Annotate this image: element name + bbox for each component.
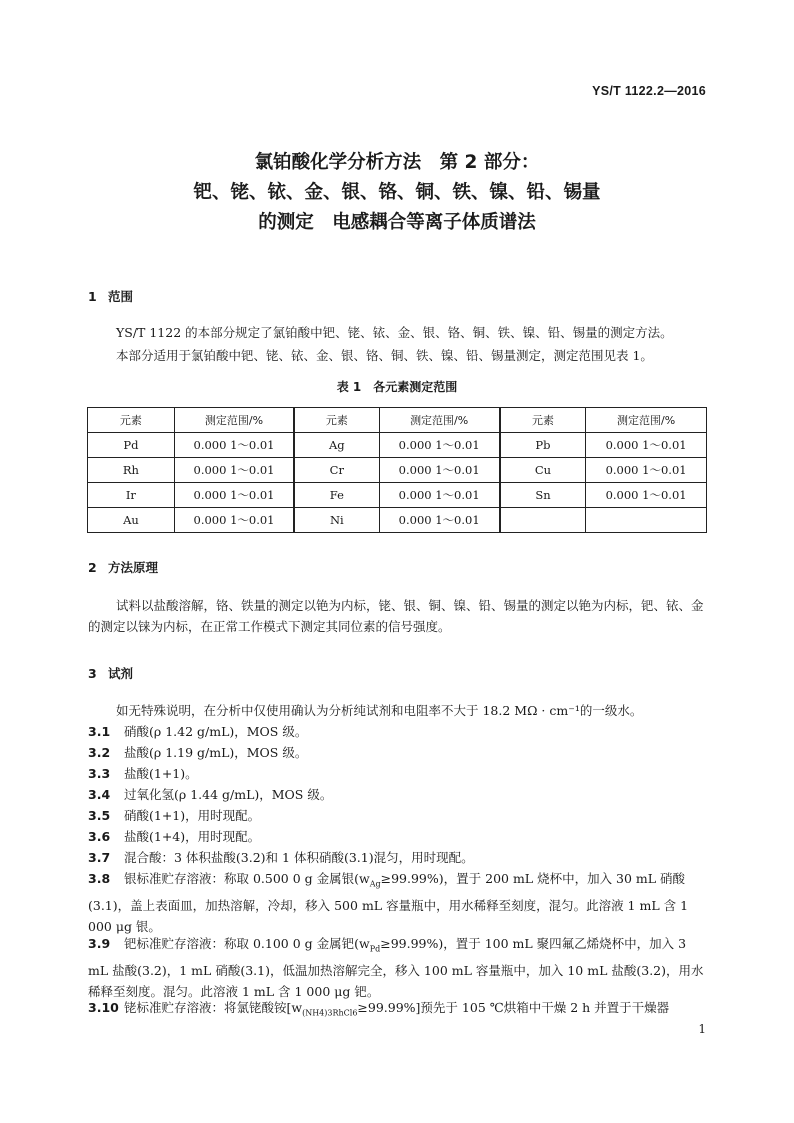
section-number: 3: [88, 666, 97, 681]
table-caption: 表 1 各元素测定范围: [336, 380, 458, 394]
item-text: 混合酸：3 体积盐酸(3.2)和 1 体积硝酸(3.1)混匀，用时现配。: [124, 850, 474, 865]
item-text-b: ≥99.99%]预先于 105 ℃烘箱中干燥 2 h 并置于干燥器: [357, 1000, 670, 1015]
table-cell: 0.000 1～0.01: [379, 483, 500, 508]
item-text-a: 银标准贮存溶液：称取 0.500 0 g 金属银(w: [124, 871, 370, 886]
table-cell: Ir: [88, 483, 175, 508]
table-header-cell: 测定范围/%: [586, 408, 707, 433]
item-text-a: 钯标准贮存溶液：称取 0.100 0 g 金属钯(w: [124, 936, 370, 951]
item-text-b: ≥99.99%)，置于 100 mL 聚四氟乙烯烧杯中，加入 3 mL 盐酸(3.2)，1 mL 硝酸(3.1)，低温加热溶解完全，移入 100 mL 容量瓶中，加入 10 mL 盐酸(3.2)，用水稀释至刻度。混匀。此溶液 1 mL 含 1 000 μg 钯。: [88, 936, 704, 999]
item-number: 3.5: [88, 808, 111, 823]
table-cell: 0.000 1～0.01: [586, 483, 707, 508]
section-1-heading: [88, 287, 133, 305]
table-row: [88, 433, 707, 458]
section-number: 1: [88, 289, 97, 304]
item-text: 硝酸(1+1)，用时现配。: [124, 808, 261, 823]
table-cell: 0.000 1～0.01: [174, 483, 294, 508]
item-text: 盐酸(ρ 1.19 g/mL)，MOS 级。: [124, 745, 308, 760]
table-cell: Rh: [88, 458, 175, 483]
section-1-para-1: YS/T 1122 的本部分规定了氯铂酸中钯、铑、铱、金、银、铬、铜、铁、镍、铅、锡量的测定方法。: [116, 325, 673, 340]
table-header-cell: 元素: [88, 408, 175, 433]
table-cell: 0.000 1～0.01: [379, 458, 500, 483]
table-cell: 0.000 1～0.01: [379, 508, 500, 533]
item-number: 3.4: [88, 787, 111, 802]
item-number: 3.6: [88, 829, 111, 844]
table-cell: Sn: [500, 483, 586, 508]
item-number: 3.8: [88, 871, 111, 886]
table-row: [88, 508, 707, 533]
table-row: [88, 458, 707, 483]
table-cell: 0.000 1～0.01: [379, 433, 500, 458]
table-cell: Ni: [294, 508, 379, 533]
section-title: 范围: [108, 289, 134, 304]
table-header-cell: 元素: [294, 408, 379, 433]
item-text-a: 铑标准贮存溶液：将氯铑酸铵[w: [124, 1000, 303, 1015]
reagent-item: [88, 826, 710, 847]
table-cell: Cr: [294, 458, 379, 483]
item-text-b: ≥99.99%)，置于 200 mL 烧杯中，加入 30 mL 硝酸(3.1)，盖上表面皿，加热溶解，冷却，移入 500 mL 容量瓶中，用水稀释至刻度，混匀。此溶液 1 mL 含 1 000 μg 银。: [88, 871, 689, 934]
reagent-item: [88, 763, 710, 784]
section-number: 2: [88, 560, 97, 575]
table-header-cell: 元素: [500, 408, 586, 433]
item-number: 3.3: [88, 766, 111, 781]
reagent-item: [88, 847, 710, 868]
title-line-1: 氯铂酸化学分析方法 第 2 部分：: [254, 152, 540, 173]
item-text: 盐酸(1+4)，用时现配。: [124, 829, 261, 844]
table-cell: 0.000 1～0.01: [586, 458, 707, 483]
table-header-cell: 测定范围/%: [379, 408, 500, 433]
table-cell: Pb: [500, 433, 586, 458]
table-cell: 0.000 1～0.01: [174, 458, 294, 483]
table-cell: Ag: [294, 433, 379, 458]
section-1-para-2: 本部分适用于氯铂酸中钯、铑、铱、金、银、铬、铜、铁、镍、铅、锡量测定，测定范围见表 1。: [116, 348, 653, 363]
table-header-row: [88, 408, 707, 433]
table-cell: 0.000 1～0.01: [586, 433, 707, 458]
reagent-item: [88, 868, 710, 937]
section-3-heading: [88, 664, 133, 682]
table-cell: Au: [88, 508, 175, 533]
table-cell: 0.000 1～0.01: [174, 433, 294, 458]
element-range-table: [87, 407, 707, 533]
reagent-item: [88, 721, 710, 742]
section-2-heading: [88, 558, 158, 576]
standard-code: YS/T 1122.2—2016: [592, 84, 706, 98]
table-cell: 0.000 1～0.01: [174, 508, 294, 533]
item-subscript: Ag: [369, 879, 381, 889]
table-cell: Fe: [294, 483, 379, 508]
item-text: 硝酸(ρ 1.42 g/mL)，MOS 级。: [124, 724, 308, 739]
title-line-3: 的测定 电感耦合等离子体质谱法: [258, 212, 536, 233]
table-cell: Pd: [88, 433, 175, 458]
item-number: 3.10: [88, 1000, 119, 1015]
reagent-item: [88, 805, 710, 826]
section-title: 试剂: [108, 666, 134, 681]
item-text: 过氧化氢(ρ 1.44 g/mL)，MOS 级。: [124, 787, 333, 802]
reagent-item: [88, 933, 710, 1002]
document-title: [0, 148, 794, 238]
item-text: 盐酸(1+1)。: [124, 766, 198, 781]
item-number: 3.1: [88, 724, 111, 739]
section-3-intro: 如无特殊说明，在分析中仅使用确认为分析纯试剂和电阻率不大于 18.2 MΩ · cm⁻¹的一级水。: [116, 703, 643, 718]
section-2-para: 试料以盐酸溶解，铬、铁量的测定以铯为内标，铑、银、铜、镍、铅、锡量的测定以铯为内标，钯、铱、金的测定以铼为内标，在正常工作模式下测定其同位素的信号强度。: [88, 598, 704, 634]
table-header-cell: 测定范围/%: [174, 408, 294, 433]
item-number: 3.9: [88, 936, 111, 951]
table-row: [88, 483, 707, 508]
table-cell: [500, 508, 586, 533]
table-cell: [586, 508, 707, 533]
item-number: 3.2: [88, 745, 111, 760]
section-title: 方法原理: [108, 560, 159, 575]
page-number: 1: [698, 1022, 706, 1036]
reagent-item: [88, 784, 710, 805]
table-cell: Cu: [500, 458, 586, 483]
item-subscript: (NH4)3RhCl6: [302, 1008, 358, 1018]
item-subscript: Pd: [369, 944, 381, 954]
reagent-item: [88, 742, 710, 763]
item-number: 3.7: [88, 850, 111, 865]
reagent-item: [88, 997, 710, 1024]
title-line-2: 钯、铑、铱、金、银、铬、铜、铁、镍、铅、锡量: [193, 182, 601, 203]
